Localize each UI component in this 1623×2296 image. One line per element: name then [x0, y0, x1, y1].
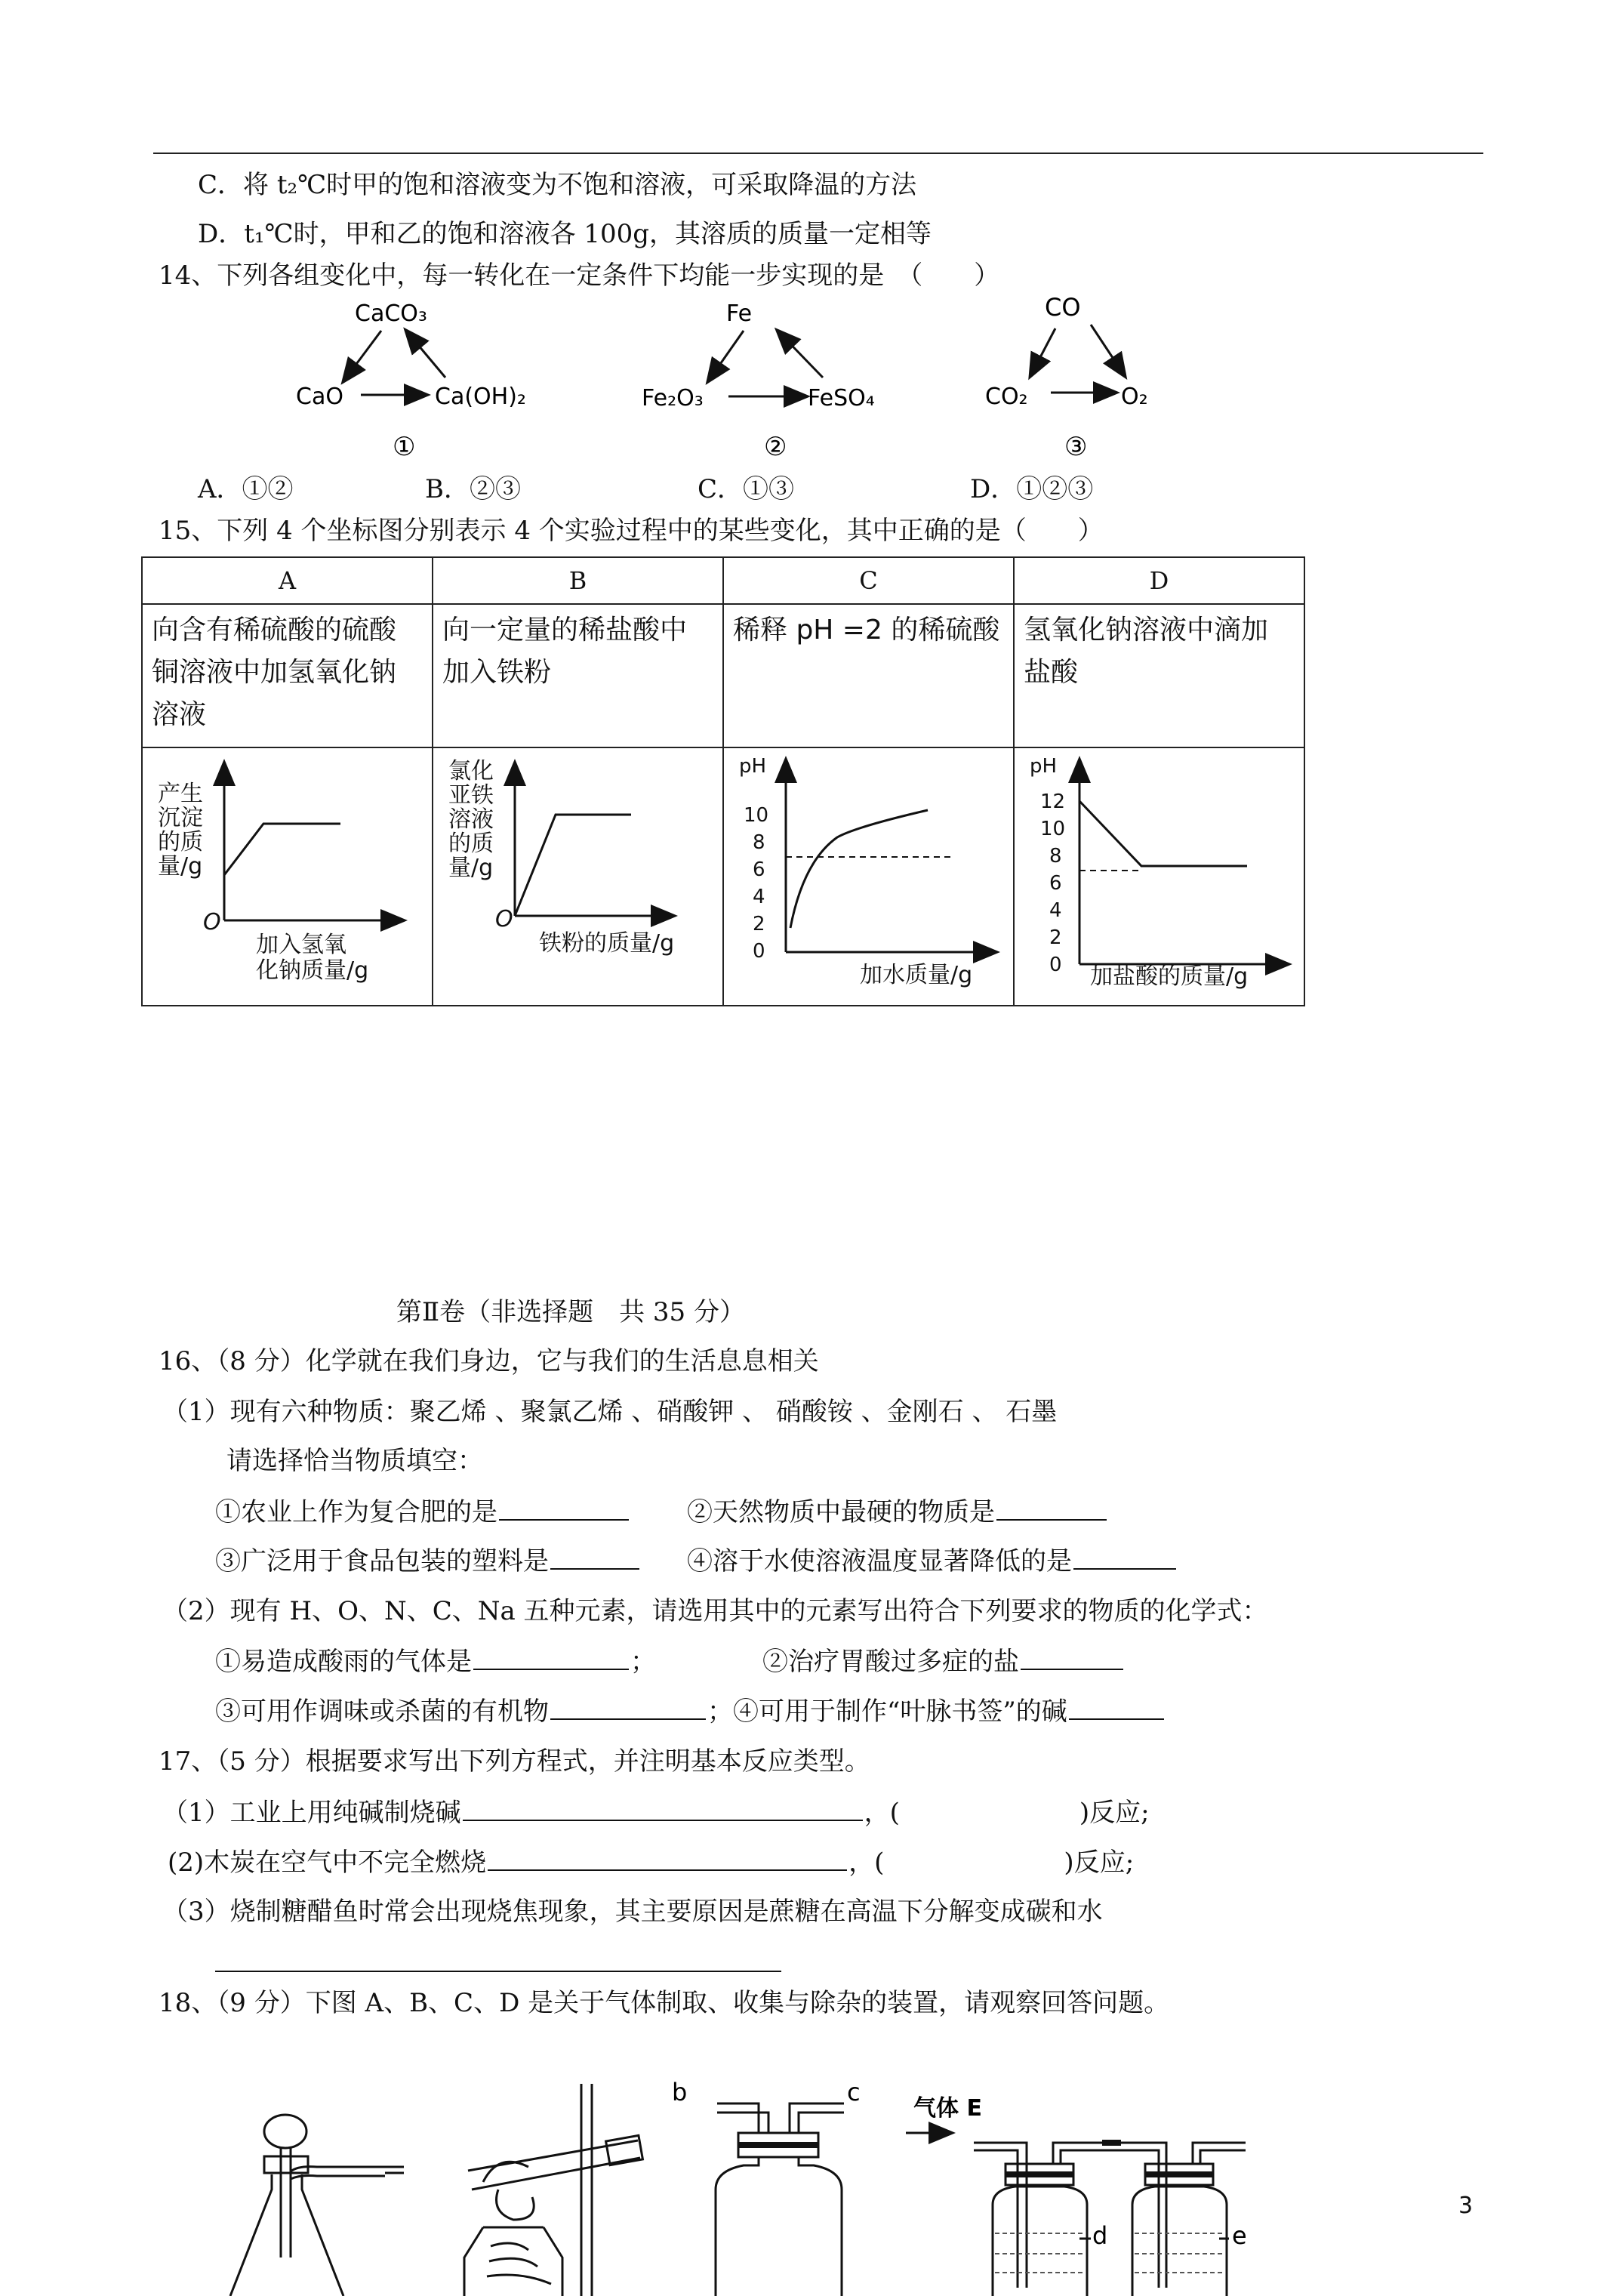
q16-item-2 [687, 1496, 1108, 1527]
q16-part1-prompt: 请选择恰当物质填空： [226, 1446, 483, 1476]
q14-diagrams [0, 0, 1623, 513]
graph-c-tick-6: 6 [753, 858, 765, 881]
g1-arrow-right-top [406, 331, 445, 378]
q15-graph-b [433, 748, 722, 1002]
q17-line-1 [162, 1797, 1150, 1828]
graph-b-xlabel: 铁粉的质量/g [539, 930, 675, 957]
graph-d-xlabel: 加盐酸的质量/g [1090, 963, 1249, 990]
q16-blank-8[interactable] [1069, 1696, 1164, 1720]
q17-stem: 17、（5 分）根据要求写出下列方程式，并注明基本反应类型。 [159, 1746, 870, 1777]
q16-blank-3[interactable] [550, 1546, 639, 1570]
q15-table [141, 556, 1305, 1006]
q15-desc-d [1014, 604, 1304, 747]
graph-c-ylabel: pH [739, 755, 767, 778]
graph-a-xlabel-2: 化钠质量/g [256, 957, 369, 984]
q16-sub-2-text: ②治疗胃酸过多症的盐 [762, 1647, 1019, 1677]
graph-b-ylabel-5: 量/g [448, 855, 494, 881]
g3-arrow-top-left [1030, 328, 1055, 376]
graph-d-tick-12: 12 [1040, 791, 1066, 813]
g2-top: Fe [726, 300, 753, 327]
q14-option-b: B．②③ [425, 474, 521, 504]
q16-sub-4-text: ；④可用于制作“叶脉书签”的碱 [707, 1697, 1067, 1727]
q14-option-d: D．①②③ [970, 474, 1094, 504]
q15-graph-c-cell [723, 747, 1014, 1006]
q16-item-3-text: ③广泛用于食品包装的塑料是 [215, 1546, 549, 1576]
graph-a-xlabel-1: 加入氢氧 [256, 932, 346, 958]
section-2-title: 第Ⅱ卷（非选择题 共 35 分） [396, 1297, 745, 1327]
g2-left: Fe₂O₃ [642, 385, 704, 411]
graph-b-ylabel-1: 氯化 [448, 758, 494, 784]
apparatus-c [672, 2078, 861, 2296]
q15-graph-d-cell [1014, 747, 1304, 1006]
q15-desc-a-text: 向含有稀硫酸的硫酸铜溶液中加氢氧化钠溶液 [152, 615, 397, 730]
label-e: e [1232, 2221, 1247, 2250]
q14-group-2 [642, 300, 875, 462]
q15-desc-c [723, 604, 1014, 747]
q13-option-d: D．t₁℃时，甲和乙的饱和溶液各 100g，其溶质的质量一定相等 [198, 219, 932, 249]
q16-blank-2[interactable] [996, 1496, 1107, 1521]
g2-arrow-right-top [778, 331, 823, 378]
q15-desc-c-text: 稀释 pH =2 的稀硫酸 [733, 615, 1000, 646]
q15-graph-d [1015, 748, 1304, 1002]
q14-option-c: C．①③ [698, 474, 795, 504]
q17-blank-1[interactable] [463, 1797, 863, 1821]
graph-d-tick-6: 6 [1049, 872, 1062, 895]
g2-right: FeSO₄ [808, 385, 875, 411]
label-d: d [1092, 2221, 1108, 2250]
q14-stem: 14、下列各组变化中，每一转化在一定条件下均能一步实现的是 （ ） [159, 260, 1000, 291]
graph-d-tick-0: 0 [1049, 954, 1062, 976]
graph-a-ylabel-3: 的质 [158, 829, 203, 855]
g1-left: CaO [296, 384, 343, 410]
label-b: b [672, 2078, 688, 2106]
graph-b-ylabel-2: 亚铁 [448, 782, 494, 809]
q18-stem: 18、（9 分）下图 A、B、C、D 是关于气体制取、收集与除杂的装置，请观察回答问题。 [159, 1988, 1170, 2018]
page-number: 3 [1458, 2193, 1474, 2219]
q15-graph-a [143, 748, 432, 1002]
q17-line-1-text: （1）工业上用纯碱制烧碱 [162, 1798, 461, 1828]
q15-graph-a-cell [142, 747, 433, 1006]
q16-blank-4[interactable] [1073, 1546, 1176, 1570]
q16-item-2-text: ②天然物质中最硬的物质是 [687, 1497, 995, 1527]
graph-c-tick-8: 8 [753, 831, 765, 854]
q15-desc-b-text: 向一定量的稀盐酸中加入铁粉 [442, 615, 688, 688]
g3-left: CO₂ [985, 384, 1028, 410]
q16-item-3 [215, 1546, 641, 1576]
graph-d-tick-2: 2 [1049, 926, 1062, 949]
graph-d-tick-4: 4 [1049, 899, 1062, 922]
g2-arrow-top-left [708, 331, 744, 381]
apparatus-d [906, 2095, 1247, 2296]
g3-right: O₂ [1121, 384, 1148, 410]
graph-d-tick-8: 8 [1049, 845, 1062, 868]
graph-d-curve [1079, 801, 1247, 866]
q15-header-a: A [142, 557, 433, 604]
graph-a-ylabel-2: 沉淀 [158, 805, 203, 831]
graph-c-tick-4: 4 [753, 886, 765, 908]
graph-c-tick-0: 0 [753, 940, 765, 963]
graph-a-ylabel-1: 产生 [158, 781, 203, 807]
q16-sub-1-text: ①易造成酸雨的气体是 [215, 1647, 472, 1677]
q17-line-3: （3）烧制糖醋鱼时常会出现烧焦现象，其主要原因是蔗糖在高温下分解变成碳和水 [162, 1897, 1103, 1927]
g3-arrow-top-right [1091, 325, 1125, 376]
graph-a-curve [224, 824, 340, 875]
q16-item-4 [687, 1546, 1178, 1576]
q18-apparatus [0, 2069, 1623, 2296]
graph-d-tick-10: 10 [1040, 818, 1066, 840]
q16-part2: （2）现有 H、O、N、C、Na 五种元素，请选用其中的元素写出符合下列要求的物质的化学式： [162, 1596, 1268, 1626]
label-c: c [847, 2078, 861, 2106]
q16-sub-3-text: ③可用作调味或杀菌的有机物 [215, 1697, 549, 1727]
graph-c-tick-2: 2 [753, 913, 765, 935]
g1-top: CaCO₃ [355, 300, 427, 327]
q14-group-1 [296, 300, 526, 462]
g1-right: Ca(OH)₂ [435, 384, 526, 410]
q15-graph-c [724, 748, 1013, 1002]
apparatus-a [230, 2115, 404, 2296]
q13-option-c: C．将 t₂℃时甲的饱和溶液变为不饱和溶液，可采取降温的方法 [198, 170, 917, 200]
q16-part1: （1）现有六种物质：聚乙烯 、聚氯乙烯 、硝酸钾 、 硝酸铵 、金刚石 、 石墨 [162, 1397, 1058, 1427]
q16-blank-7[interactable] [550, 1696, 706, 1720]
graph-b-curve [515, 815, 631, 916]
q17-line-1-tail: ，( )反应; [864, 1798, 1150, 1828]
graph-d-ylabel: pH [1030, 755, 1058, 778]
q15-header-d: D [1014, 557, 1304, 604]
graph-c-tick-10: 10 [744, 804, 769, 827]
g3-top: CO [1045, 293, 1081, 322]
q15-stem: 15、下列 4 个坐标图分别表示 4 个实验过程中的某些变化，其中正确的是（ ） [159, 516, 1104, 546]
q16-sub-2 [762, 1646, 1125, 1677]
q16-item-1-text: ①农业上作为复合肥的是 [215, 1497, 497, 1527]
q16-blank-6[interactable] [1021, 1646, 1123, 1670]
q17-line-2-text: (2)木炭在空气中不完全燃烧 [168, 1848, 487, 1878]
q16-sub-1-sep: ； [630, 1647, 656, 1677]
graph-b-ylabel-3: 溶液 [448, 806, 494, 833]
graph-b-origin: O [495, 906, 513, 932]
g3-num: ③ [1064, 432, 1088, 462]
graph-c-curve [790, 810, 928, 928]
q16-stem: 16、（8 分）化学就在我们身边，它与我们的生活息息相关 [159, 1346, 819, 1376]
q16-item-4-text: ④溶于水使溶液温度显著降低的是 [687, 1546, 1072, 1576]
graph-c-xlabel: 加水质量/g [860, 962, 973, 988]
graph-b-ylabel-4: 的质 [448, 831, 494, 857]
q15-header-b: B [433, 557, 723, 604]
q16-sub-3 [215, 1696, 1166, 1727]
graph-a-origin: O [203, 909, 221, 935]
q17-line-2 [168, 1847, 1134, 1878]
q17-blank-2[interactable] [488, 1847, 847, 1871]
q14-group-3 [985, 293, 1148, 462]
q17-line-2-tail: ，( )反应; [848, 1848, 1135, 1878]
q17-blank-3[interactable] [215, 1971, 781, 1972]
q16-sub-1 [215, 1646, 656, 1677]
g1-num: ① [393, 432, 416, 462]
q15-desc-a [142, 604, 433, 747]
g1-arrow-top-left [343, 331, 381, 381]
q16-blank-5[interactable] [473, 1646, 629, 1670]
label-gas-e: 气体 E [913, 2095, 982, 2122]
q14-option-a: A．①② [198, 474, 294, 504]
apparatus-b [464, 2084, 642, 2296]
g2-num: ② [764, 432, 787, 462]
q15-header-c: C [723, 557, 1014, 604]
graph-a-ylabel-4: 量/g [158, 853, 203, 880]
q16-blank-1[interactable] [499, 1496, 629, 1521]
q15-desc-b [433, 604, 723, 747]
q15-desc-d-text: 氢氧化钠溶液中滴加盐酸 [1024, 615, 1269, 688]
q16-item-1 [215, 1496, 630, 1527]
q15-graph-b-cell [433, 747, 723, 1006]
